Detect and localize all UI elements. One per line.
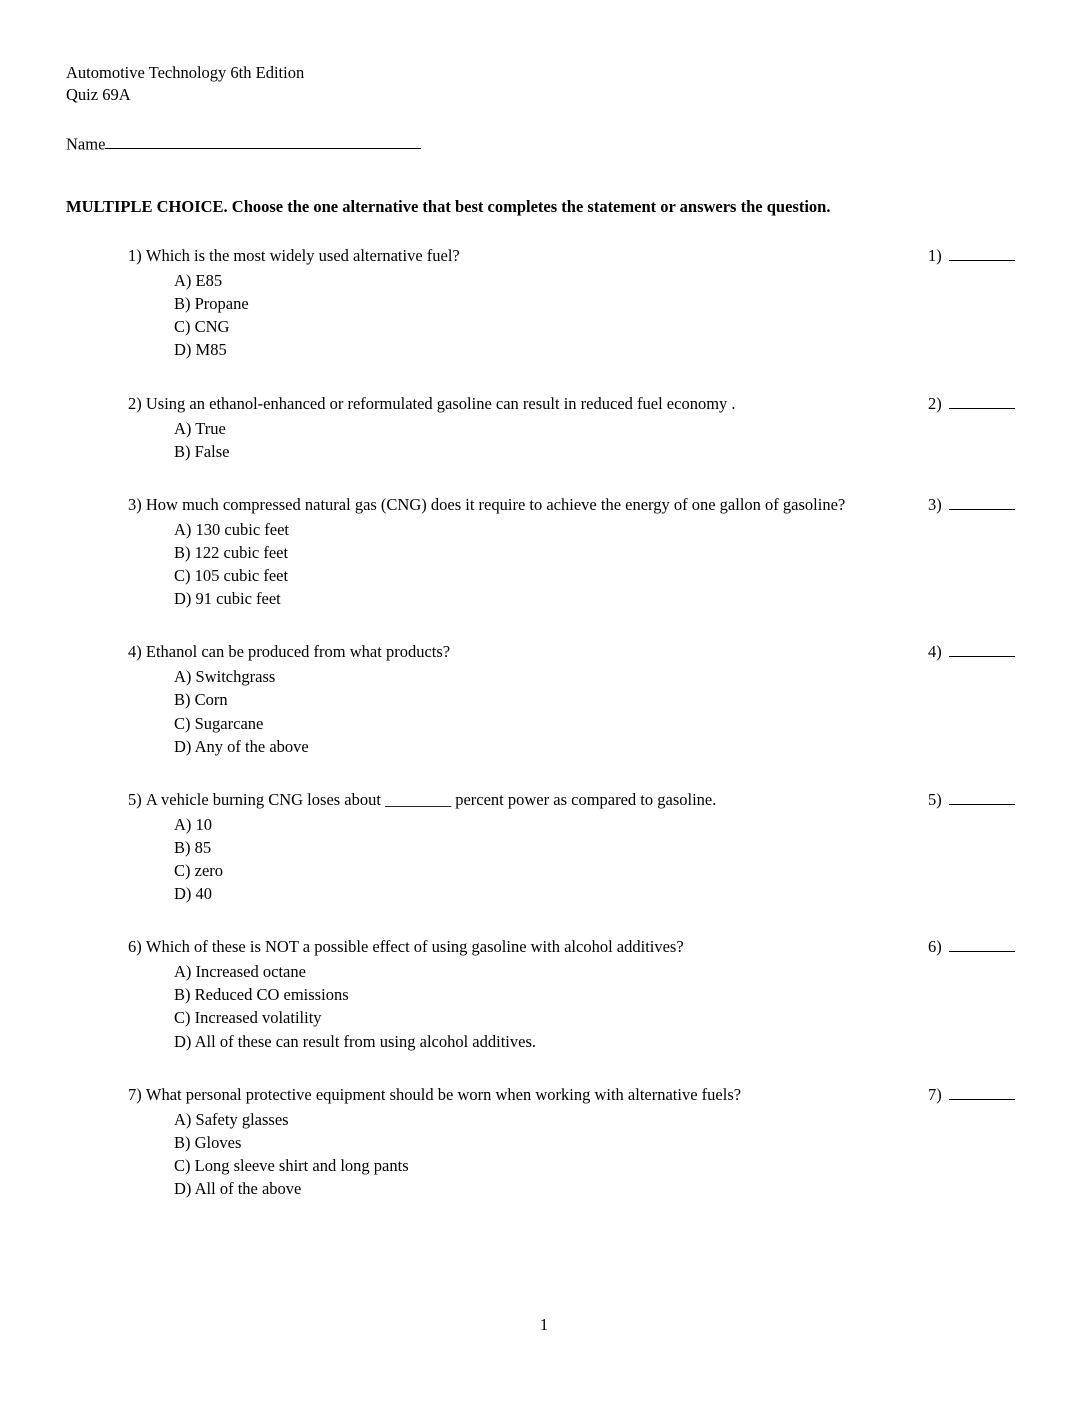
- page-number: 1: [539, 1314, 549, 1334]
- answer-area: [928, 788, 1024, 811]
- answer-number: 6): [928, 937, 942, 957]
- option: A) 130 cubic feet: [174, 519, 289, 539]
- answer-area: [928, 392, 1024, 415]
- option-list: [174, 960, 1024, 1052]
- question-list: [66, 244, 1024, 1200]
- option: C) 105 cubic feet: [174, 566, 289, 586]
- question-main: [128, 1083, 928, 1106]
- question-text: A vehicle burning CNG loses about ________ percent power as compared to gasoline.: [145, 789, 717, 809]
- question-number: 3): [128, 494, 146, 514]
- option: B) Reduced CO emissions: [174, 985, 349, 1005]
- option-list: [174, 1108, 1024, 1200]
- option: A) Safety glasses: [174, 1109, 289, 1129]
- option: B) 85: [174, 837, 212, 857]
- question-main: [128, 244, 928, 267]
- answer-number: 5): [928, 789, 942, 809]
- answer-blank-line[interactable]: [949, 394, 1015, 409]
- question-row: [128, 493, 1024, 516]
- question-main: [128, 640, 928, 663]
- question-number: 2): [128, 393, 146, 413]
- question-number: 1): [128, 246, 146, 266]
- question-block: [128, 640, 1024, 757]
- question-main: [128, 788, 928, 811]
- question-row: [128, 788, 1024, 811]
- question-row: [128, 935, 1024, 958]
- answer-area: [928, 493, 1024, 516]
- option: D) 91 cubic feet: [174, 589, 281, 609]
- question-block: [128, 935, 1024, 1052]
- question-number: 6): [128, 937, 146, 957]
- answer-area: [928, 1083, 1024, 1106]
- name-label: Name: [66, 133, 106, 153]
- option: A) Switchgrass: [174, 667, 276, 687]
- answer-blank-line[interactable]: [949, 246, 1015, 261]
- option-list: [174, 518, 1024, 610]
- option: C) zero: [174, 861, 224, 880]
- option-list: [174, 417, 1024, 463]
- option: B) False: [174, 441, 230, 461]
- instructions-text: MULTIPLE CHOICE. Choose the one alternative that best completes the statement or answers the question.: [66, 196, 831, 216]
- question-block: [128, 1083, 1024, 1200]
- quiz-number: Quiz 69A: [66, 84, 131, 104]
- option: D) M85: [174, 340, 227, 360]
- question-number: 7): [128, 1084, 146, 1104]
- option: B) Gloves: [174, 1132, 242, 1152]
- option: B) Propane: [174, 294, 249, 314]
- question-number: 4): [128, 642, 146, 662]
- answer-area: [928, 244, 1024, 267]
- question-row: [128, 244, 1024, 267]
- question-block: [128, 244, 1024, 361]
- document-title: Automotive Technology 6th Edition: [66, 63, 305, 82]
- question-main: [128, 493, 928, 516]
- answer-area: [928, 935, 1024, 958]
- name-row: [66, 132, 1024, 155]
- answer-area: [928, 640, 1024, 663]
- option: B) 122 cubic feet: [174, 542, 289, 562]
- option: A) 10: [174, 814, 213, 834]
- document-header: [66, 62, 1024, 106]
- option-list: [174, 813, 1024, 905]
- answer-blank-line[interactable]: [949, 937, 1015, 952]
- option: C) Long sleeve shirt and long pants: [174, 1155, 409, 1175]
- answer-number: 7): [928, 1084, 942, 1104]
- option: D) All of the above: [174, 1179, 302, 1199]
- question-text: What personal protective equipment should be worn when working with alternative fuels?: [145, 1084, 742, 1104]
- answer-number: 1): [928, 246, 942, 266]
- question-text: Which of these is NOT a possible effect of using gasoline with alcohol additives?: [145, 937, 684, 957]
- question-block: [128, 493, 1024, 610]
- answer-number: 2): [928, 393, 942, 413]
- answer-number: 3): [928, 494, 942, 514]
- option: C) Sugarcane: [174, 713, 264, 733]
- name-blank-line[interactable]: [105, 132, 421, 149]
- question-text: Which is the most widely used alternative fuel?: [145, 246, 460, 266]
- option: D) Any of the above: [174, 736, 309, 756]
- answer-blank-line[interactable]: [949, 642, 1015, 657]
- option: A) True: [174, 418, 226, 438]
- question-text: Ethanol can be produced from what products?: [145, 642, 451, 662]
- option: D) All of these can result from using alcohol additives.: [174, 1031, 537, 1051]
- option: B) Corn: [174, 690, 228, 710]
- option-list: [174, 269, 1024, 361]
- question-block: [128, 392, 1024, 463]
- question-text: Using an ethanol-enhanced or reformulated gasoline can result in reduced fuel economy .: [145, 393, 736, 413]
- answer-blank-line[interactable]: [949, 495, 1015, 510]
- option: A) Increased octane: [174, 962, 306, 982]
- question-main: [128, 935, 928, 958]
- question-block: [128, 788, 1024, 905]
- answer-blank-line[interactable]: [949, 790, 1015, 805]
- option: A) E85: [174, 271, 223, 291]
- option: C) CNG: [174, 317, 230, 337]
- answer-number: 4): [928, 642, 942, 662]
- option: D) 40: [174, 884, 213, 904]
- question-main: [128, 392, 928, 415]
- option-list: [174, 665, 1024, 757]
- question-row: [128, 1083, 1024, 1106]
- question-row: [128, 392, 1024, 415]
- option: C) Increased volatility: [174, 1008, 322, 1028]
- question-text: How much compressed natural gas (CNG) does it require to achieve the energy of one gallon of gasoline?: [145, 494, 846, 514]
- question-number: 5): [128, 789, 146, 809]
- question-row: [128, 640, 1024, 663]
- answer-blank-line[interactable]: [949, 1085, 1015, 1100]
